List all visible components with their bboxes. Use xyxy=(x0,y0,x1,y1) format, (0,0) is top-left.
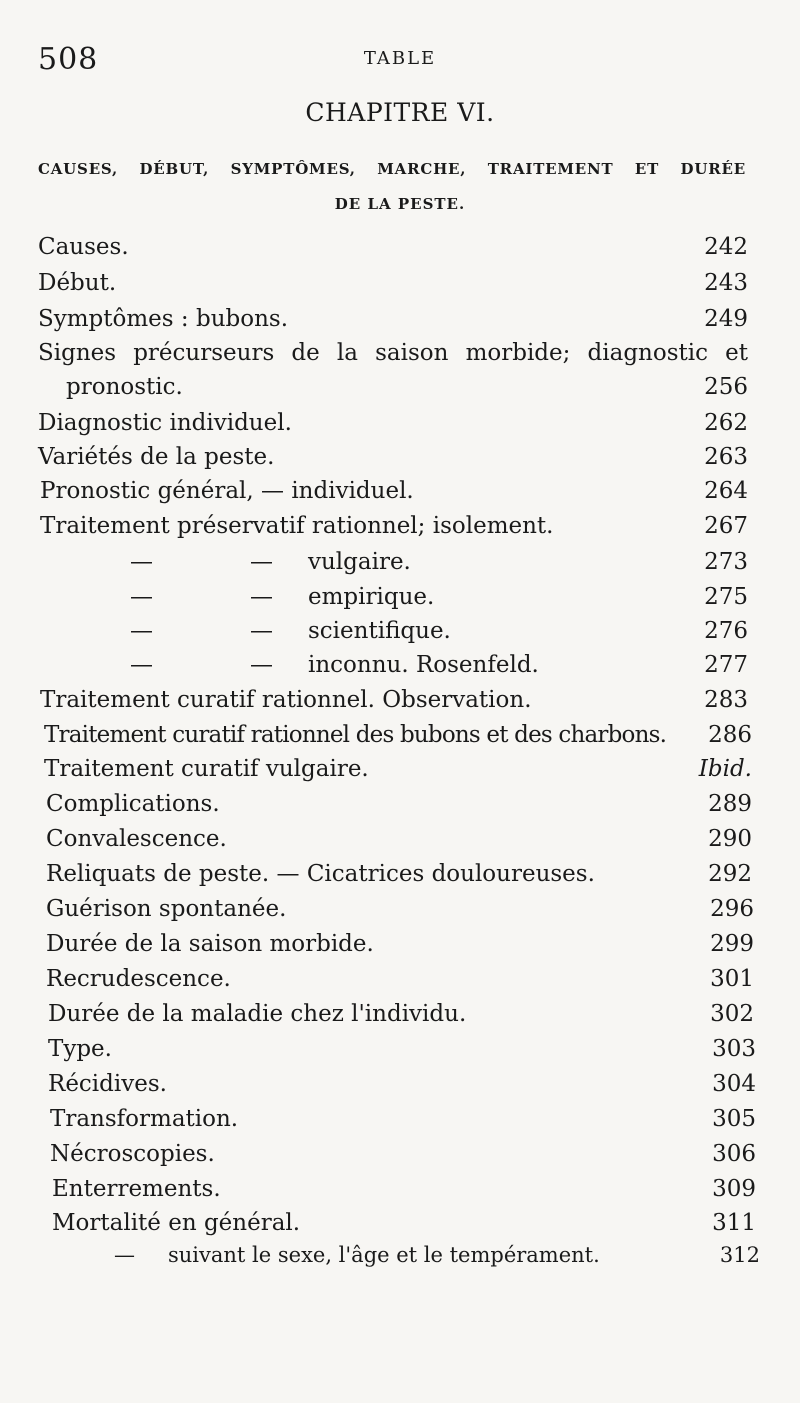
toc-entry-page: 264 xyxy=(704,478,748,504)
toc-entry-text: Symptômes : bubons. xyxy=(38,306,289,332)
subtitle-word: DURÉE xyxy=(680,160,746,178)
ditto-dash: — xyxy=(130,652,153,678)
toc-entry-text: Nécroscopies. xyxy=(50,1141,215,1167)
toc-entry-text: Variétés de la peste. xyxy=(38,444,275,470)
toc-entry xyxy=(0,1032,800,1066)
toc-entry-text: pronostic. xyxy=(66,374,183,400)
toc-entry xyxy=(0,580,800,614)
toc-entry-page: 309 xyxy=(712,1176,756,1202)
toc-entry-page: 275 xyxy=(704,584,748,610)
toc-entry xyxy=(0,1172,800,1206)
toc-entry-page: 286 xyxy=(708,722,752,748)
toc-entry-text: Traitement curatif rationnel des bubons et des charbons. xyxy=(44,722,667,748)
toc-entry xyxy=(0,509,800,543)
chapter-title: CHAPITRE VI. xyxy=(305,98,495,127)
toc-entry xyxy=(0,406,800,440)
ditto-dash: — xyxy=(250,618,273,644)
toc-entry-text: Traitement curatif rationnel. Observation. xyxy=(40,687,532,713)
subtitle-word: SYMPTÔMES, xyxy=(230,160,356,178)
toc-entry-text: suivant le sexe, l'âge et le tempérament. xyxy=(168,1243,600,1267)
ditto-dash: — xyxy=(250,549,273,575)
ditto-dash: — xyxy=(250,652,273,678)
subtitle-word: MARCHE, xyxy=(377,160,467,178)
ditto-dash: — xyxy=(114,1243,135,1267)
toc-entry xyxy=(0,857,800,891)
toc-entry xyxy=(0,614,800,648)
toc-entry-text: vulgaire. xyxy=(308,549,411,575)
toc-entry-page: 289 xyxy=(708,791,752,817)
toc-entry-text: Durée de la saison morbide. xyxy=(46,931,374,957)
toc-entry xyxy=(0,683,800,717)
toc-entry xyxy=(0,440,800,474)
toc-entry-page: 296 xyxy=(710,896,754,922)
toc-entry xyxy=(0,787,800,821)
toc-entry-page: 303 xyxy=(712,1036,756,1062)
toc-entry-text: Recrudescence. xyxy=(46,966,231,992)
running-head: TABLE xyxy=(363,48,437,69)
toc-entry xyxy=(0,927,800,961)
subtitle-word: ET xyxy=(634,160,660,178)
toc-entry-text: scientifique. xyxy=(308,618,451,644)
subtitle-word: TRAITEMENT xyxy=(487,160,614,178)
toc-entry-text: Signes précurseurs de la saison morbide; diagnostic et xyxy=(38,340,748,366)
toc-entry-text: empirique. xyxy=(308,584,435,610)
toc-entry-text: Récidives. xyxy=(48,1071,167,1097)
toc-entry-page: 243 xyxy=(704,270,748,296)
toc-entry-page: 267 xyxy=(704,513,748,539)
toc-entry xyxy=(0,266,800,300)
toc-entry-text: Causes. xyxy=(38,234,129,260)
toc-entry-page: Ibid. xyxy=(698,756,752,782)
toc-entry-page: 306 xyxy=(712,1141,756,1167)
toc-entry-page: 311 xyxy=(712,1210,756,1236)
toc-entry-text: Enterrements. xyxy=(52,1176,221,1202)
toc-entry xyxy=(0,545,800,579)
toc-entry-page: 304 xyxy=(712,1071,756,1097)
toc-entry-page: 299 xyxy=(710,931,754,957)
toc-entry-text: Mortalité en général. xyxy=(52,1210,301,1236)
ditto-dash: — xyxy=(130,618,153,644)
toc-entry xyxy=(0,822,800,856)
toc-entry xyxy=(0,1206,800,1240)
toc-entry-text: Type. xyxy=(48,1036,112,1062)
subtitle-word: CAUSES, xyxy=(38,160,119,178)
toc-entry-page: 277 xyxy=(704,652,748,678)
toc-entry xyxy=(0,370,800,404)
toc-entry-text: Diagnostic individuel. xyxy=(38,410,292,436)
toc-entry-text: Pronostic général, — individuel. xyxy=(40,478,414,504)
toc-entry-text: inconnu. Rosenfeld. xyxy=(308,652,539,678)
toc-entry-text: Transformation. xyxy=(50,1106,239,1132)
toc-entry xyxy=(0,718,800,752)
toc-entry xyxy=(0,1102,800,1136)
chapter-subtitle-continued: DE LA PESTE. xyxy=(334,195,466,213)
toc-entry-page: 256 xyxy=(704,374,748,400)
toc-entry xyxy=(0,752,800,786)
toc-entry-text: Guérison spontanée. xyxy=(46,896,287,922)
toc-entry-page: 276 xyxy=(704,618,748,644)
toc-entry-text: Traitement préservatif rationnel; isolement. xyxy=(40,513,554,539)
toc-entry xyxy=(0,1137,800,1171)
chapter-subtitle xyxy=(38,160,746,178)
toc-entry-page: 263 xyxy=(704,444,748,470)
subtitle-word: DÉBUT, xyxy=(139,160,210,178)
toc-entry-page: 273 xyxy=(704,549,748,575)
toc-entry-page: 292 xyxy=(708,861,752,887)
toc-entry-page: 301 xyxy=(710,966,754,992)
toc-entry xyxy=(0,892,800,926)
toc-entry-text: Début. xyxy=(38,270,117,296)
toc-entry-page: 262 xyxy=(704,410,748,436)
toc-entry-page: 249 xyxy=(704,306,748,332)
toc-entry xyxy=(0,648,800,682)
ditto-dash: — xyxy=(250,584,273,610)
ditto-dash: — xyxy=(130,549,153,575)
toc-entry-page: 305 xyxy=(712,1106,756,1132)
toc-entry-page: 242 xyxy=(704,234,748,260)
toc-entry xyxy=(0,230,800,264)
page-number: 508 xyxy=(38,42,99,77)
toc-entry-page: 312 xyxy=(719,1243,760,1267)
toc-entry xyxy=(0,997,800,1031)
toc-entry-text: Traitement curatif vulgaire. xyxy=(44,756,369,782)
toc-entry xyxy=(0,302,800,336)
toc-entry-page: 290 xyxy=(708,826,752,852)
toc-entry-text: Reliquats de peste. — Cicatrices douloureuses. xyxy=(46,861,595,887)
toc-entry xyxy=(0,1238,800,1272)
toc-entry xyxy=(0,474,800,508)
ditto-dash: — xyxy=(130,584,153,610)
toc-entry-page: 302 xyxy=(710,1001,754,1027)
toc-entry-text: Durée de la maladie chez l'individu. xyxy=(48,1001,467,1027)
toc-entry-text: Complications. xyxy=(46,791,220,817)
toc-entry-text: Convalescence. xyxy=(46,826,227,852)
toc-entry xyxy=(0,1067,800,1101)
toc-entry xyxy=(0,962,800,996)
toc-entry-page: 283 xyxy=(704,687,748,713)
